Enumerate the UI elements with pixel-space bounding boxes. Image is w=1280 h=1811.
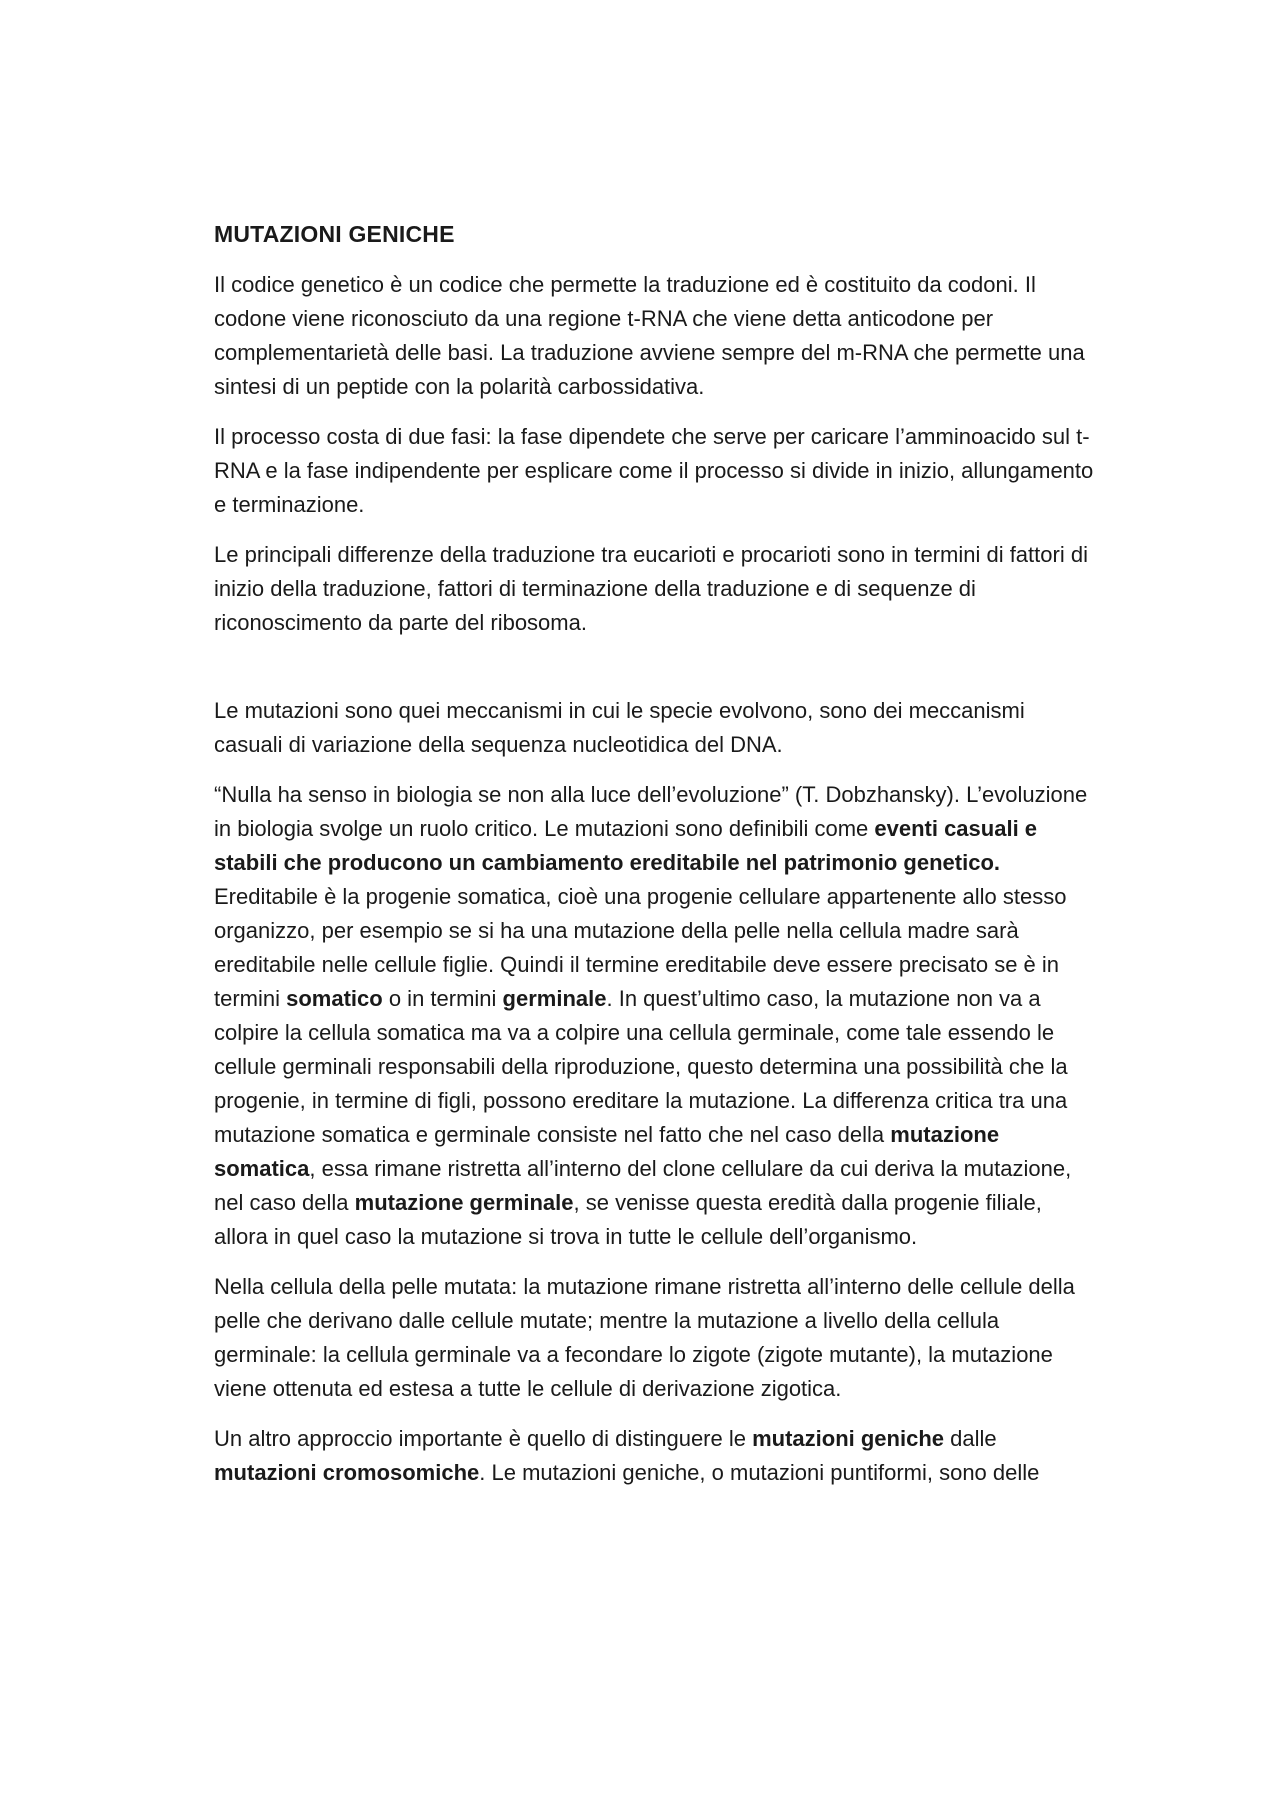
text-run: Ereditabile è la progenie somatica, cioè una progenie cellulare appartenente allo stesso organizzo, per esempio se si ha una mutazione della pelle nella cellula madre sarà ereditabile nelle cellule figlie. Quindi il termine ereditabile deve essere precisato se è in termini [214, 884, 1067, 1011]
text-run: Nella cellula della pelle mutata: la mutazione rimane ristretta all’interno delle cellule della pelle che derivano dalle cellule mutate; mentre la mutazione a livello della cellula germinale: la cellula germinale va a fecondare lo zigote (zigote mutante), la mutazione viene ottenuta ed estesa a tutte le cellule di derivazione zigotica. [214, 1274, 1075, 1401]
text-run: Il processo costa di due fasi: la fase dipendete che serve per caricare l’amminoacido sul t-RNA e la fase indipendente per esplicare come il processo si divide in inizio, allungamento e terminazione. [214, 424, 1094, 517]
paragraph-mutations-intro [214, 694, 1099, 762]
text-run: Le mutazioni sono quei meccanismi in cui le specie evolvono, sono dei meccanismi casuali di variazione della sequenza nucleotidica del DNA. [214, 698, 1025, 757]
bold-text-run: mutazione somatica [214, 1122, 1000, 1181]
text-run: o in termini [382, 986, 503, 1011]
bold-text-run: somatico [286, 986, 383, 1011]
section-gap [214, 656, 1099, 694]
document-body [214, 214, 1099, 1506]
text-run: . Le mutazioni geniche, o mutazioni puntiformi, sono delle [479, 1460, 1040, 1485]
text-run: , se venisse questa eredità dalla progenie filiale, allora in quel caso la mutazione si trova in tutte le cellule dell’organismo. [214, 1190, 1042, 1249]
bold-text-run: eventi casuali e stabili che producono un cambiamento ereditabile nel patrimonio genetico. [214, 816, 1038, 875]
document-title: MUTAZIONI GENICHE [214, 221, 455, 247]
paragraph-gene-vs-chromosome [214, 1422, 1099, 1490]
text-run: , essa rimane ristretta all’interno del clone cellulare da cui deriva la mutazione, nel caso della [214, 1156, 1072, 1215]
bold-text-run: germinale [502, 986, 607, 1011]
bold-text-run: mutazioni cromosomiche [214, 1460, 480, 1485]
paragraph-skin-cell-example [214, 1270, 1099, 1406]
paragraph-translation-phases [214, 420, 1099, 522]
text-run: Il codice genetico è un codice che permette la traduzione ed è costituito da codoni. Il codone viene riconosciuto da una regione t-RNA che viene detta anticodone per complementarietà delle basi. La traduzione avviene sempre del m-RNA che permette una sintesi di un peptide con la polarità carbossidativa. [214, 272, 1085, 399]
paragraph-eukaryote-prokaryote [214, 538, 1099, 640]
paragraph-genetic-code [214, 268, 1099, 404]
bold-text-run: mutazioni geniche [752, 1426, 945, 1451]
text-run: . In quest’ultimo caso, la mutazione non va a colpire la cellula somatica ma va a colpire una cellula germinale, come tale essendo le cellule germinali responsabili della riproduzione, questo determina una possibilità che la progenie, in termine di figli, possono ereditare la mutazione. La differenza critica tra una mutazione somatica e germinale consiste nel fatto che nel caso della [214, 986, 1068, 1147]
paragraph-mutations-definition [214, 778, 1099, 1254]
text-run: Le principali differenze della traduzione tra eucarioti e procarioti sono in termini di fattori di inizio della traduzione, fattori di terminazione della traduzione e di sequenze di riconoscimento da parte del ribosoma. [214, 542, 1088, 635]
text-run: Un altro approccio importante è quello di distinguere le [214, 1426, 753, 1451]
bold-text-run: mutazione germinale [354, 1190, 574, 1215]
text-run: “Nulla ha senso in biologia se non alla luce dell’evoluzione” (T. Dobzhansky). L’evoluzione in biologia svolge un ruolo critico. Le mutazioni sono definibili come [214, 782, 1088, 841]
text-run: dalle [944, 1426, 997, 1451]
